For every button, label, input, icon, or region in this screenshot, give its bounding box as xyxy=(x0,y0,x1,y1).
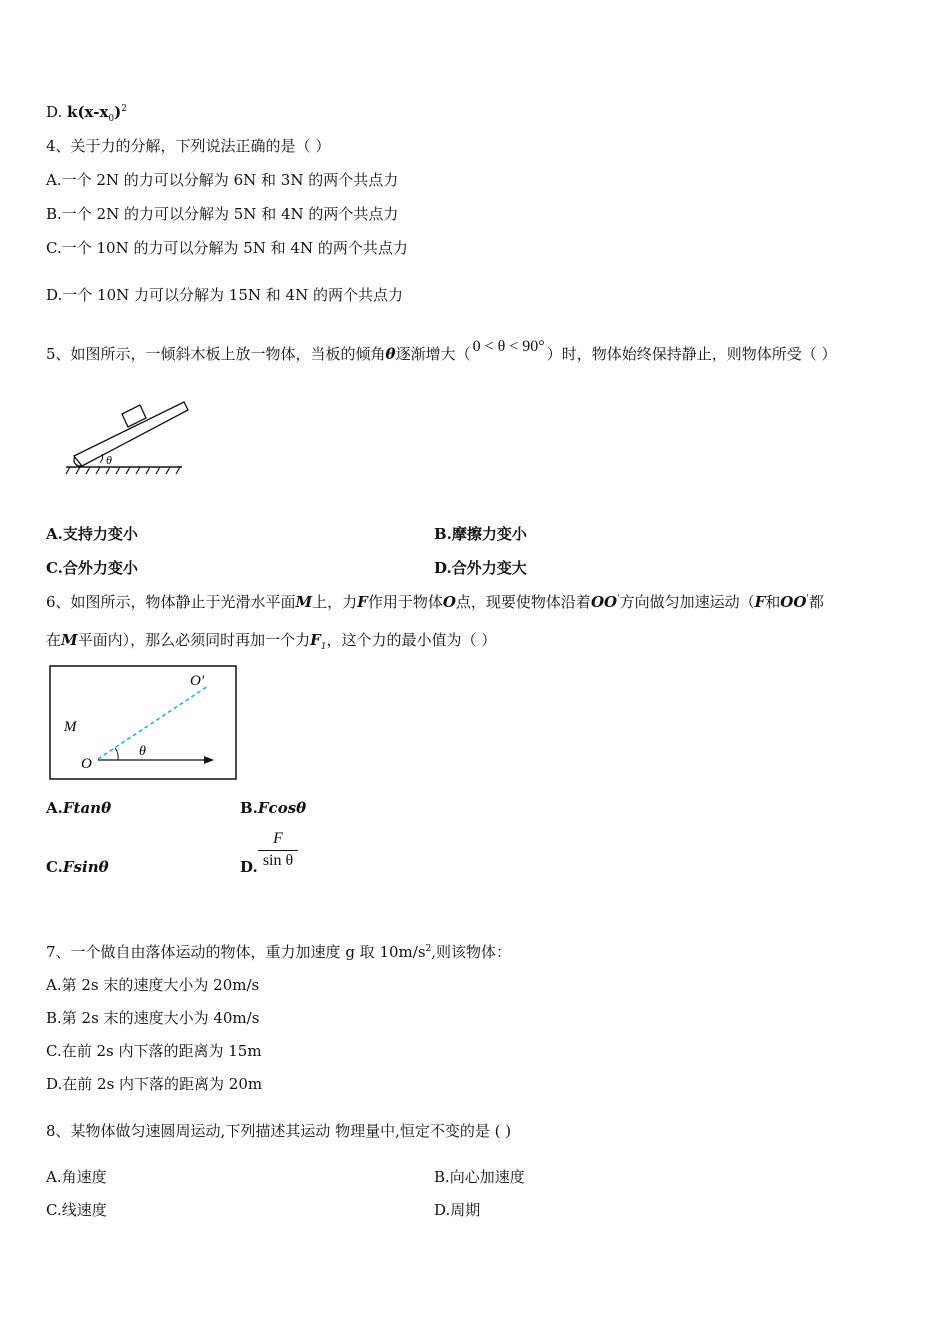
q6-M: M xyxy=(295,593,313,611)
q6-b-value: Fcosθ xyxy=(257,799,307,817)
figure-theta-label: θ xyxy=(139,744,146,759)
ground-hatching xyxy=(66,467,180,474)
q4-option-b: B.一个 2N 的力可以分解为 5N 和 4N 的两个共点力 xyxy=(46,205,399,223)
q6-text: 作用于物体 xyxy=(367,593,443,611)
q7-option-a: A.第 2s 末的速度大小为 20m/s xyxy=(46,976,260,994)
q3-d-sup: 2 xyxy=(121,104,127,114)
q3-d-close: ) xyxy=(114,103,122,121)
q5-stem-before: 5、如图所示，一倾斜木板上放一物体，当板的倾角 xyxy=(46,345,386,363)
q5-option-c: C.合外力变小 xyxy=(46,559,138,577)
q4-option-a: A.一个 2N 的力可以分解为 6N 和 3N 的两个共点力 xyxy=(46,171,399,189)
q6-text: 方向做匀加速运动（ xyxy=(619,593,755,611)
q6-c-label: C. xyxy=(46,858,63,876)
q5-range: 0 < θ < 90° xyxy=(472,338,545,355)
q8-option-a: A.角速度 xyxy=(46,1168,107,1186)
q7-option-b: B.第 2s 末的速度大小为 40m/s xyxy=(46,1009,260,1027)
q7-stem-sup: 2 xyxy=(425,944,432,954)
q6-text: ，这个力的最小值为（ ） xyxy=(326,631,497,649)
q6-text: 都 xyxy=(808,593,824,611)
q5-option-b: B.摩擦力变小 xyxy=(434,525,527,543)
q5-theta: θ xyxy=(385,345,396,363)
q6-text: 上，力 xyxy=(312,593,358,611)
figure-Oprime-label: O' xyxy=(190,673,205,689)
q6-d-denominator: sin θ xyxy=(262,852,294,869)
q6-M: M xyxy=(61,631,78,649)
q6-F1-sub: 1 xyxy=(320,642,327,652)
q7-stem-text: ,则该物体： xyxy=(431,943,512,961)
q5-stem-mid: 逐渐增大（ xyxy=(395,345,471,363)
q6-a-label: A. xyxy=(46,799,63,817)
q5-incline-figure xyxy=(60,392,190,482)
q6-d-fraction xyxy=(258,830,298,870)
q3-d-text: k(x-x xyxy=(67,103,109,121)
q6-option-d xyxy=(240,857,258,877)
q4-option-d: D.一个 10N 力可以分解为 15N 和 4N 的两个共点力 xyxy=(46,286,403,304)
q4-option-c: C.一个 10N 的力可以分解为 5N 和 4N 的两个共点力 xyxy=(46,239,408,257)
q5-figure-theta: θ xyxy=(106,453,112,467)
q6-OO: OO xyxy=(590,593,618,611)
q6-text: 在 xyxy=(46,631,62,649)
q7-stem xyxy=(46,942,511,962)
q6-text: 6、如图所示，物体静止于光滑水平面 xyxy=(46,593,296,611)
q5-option-d: D.合外力变大 xyxy=(434,559,527,577)
q6-c-value: Fsinθ xyxy=(62,858,109,876)
q8-option-c: C.线速度 xyxy=(46,1201,107,1219)
q3-d-sub: 0 xyxy=(108,114,115,124)
q6-option-a xyxy=(46,798,111,818)
q8-option-b: B.向心加速度 xyxy=(434,1168,525,1186)
q6-option-c xyxy=(46,857,109,877)
q3-d-label: D. xyxy=(46,103,63,121)
q6-prime: ' xyxy=(806,594,809,604)
q6-d-numerator: F xyxy=(258,830,298,851)
q6-text: 点，现要使物体沿着 xyxy=(455,593,591,611)
q4-stem: 4、关于力的分解，下列说法正确的是（ ） xyxy=(46,137,331,155)
q6-text: 平面内），那么必须同时再加一个力 xyxy=(77,631,311,649)
q7-stem-text: 7、一个做自由落体运动的物体，重力加速度 g 取 10m/s xyxy=(46,943,426,961)
q6-F: F xyxy=(754,593,766,611)
q7-option-d: D.在前 2s 内下落的距离为 20m xyxy=(46,1075,263,1093)
figure-M-label: M xyxy=(64,719,77,735)
q6-stem-line2 xyxy=(46,630,496,650)
q6-b-label: B. xyxy=(240,799,258,817)
q6-stem-line1 xyxy=(46,592,824,612)
q5-option-a: A.支持力变小 xyxy=(46,525,138,543)
q5-stem xyxy=(46,338,837,365)
q6-text: 和 xyxy=(765,593,781,611)
q6-F: F xyxy=(357,593,368,611)
q3-option-d xyxy=(46,102,127,122)
q6-a-value: Ftanθ xyxy=(62,799,112,817)
figure-O-label: O xyxy=(81,756,92,772)
q6-d-label: D. xyxy=(240,858,258,876)
q6-F1: F xyxy=(310,631,321,649)
q8-stem: 8、某物体做匀速圆周运动,下列描述其运动 物理量中,恒定不变的是 ( ) xyxy=(46,1122,512,1140)
q5-stem-after: ）时，物体始终保持静止，则物体所受（ ） xyxy=(546,345,837,363)
q7-option-c: C.在前 2s 内下落的距离为 15m xyxy=(46,1042,262,1060)
q6-O: O xyxy=(442,593,456,611)
q6-force-figure xyxy=(48,664,240,784)
q6-option-b xyxy=(240,798,306,818)
q6-OO: OO xyxy=(780,593,807,611)
q8-option-d: D.周期 xyxy=(434,1201,481,1219)
q6-prime: ' xyxy=(617,594,620,604)
